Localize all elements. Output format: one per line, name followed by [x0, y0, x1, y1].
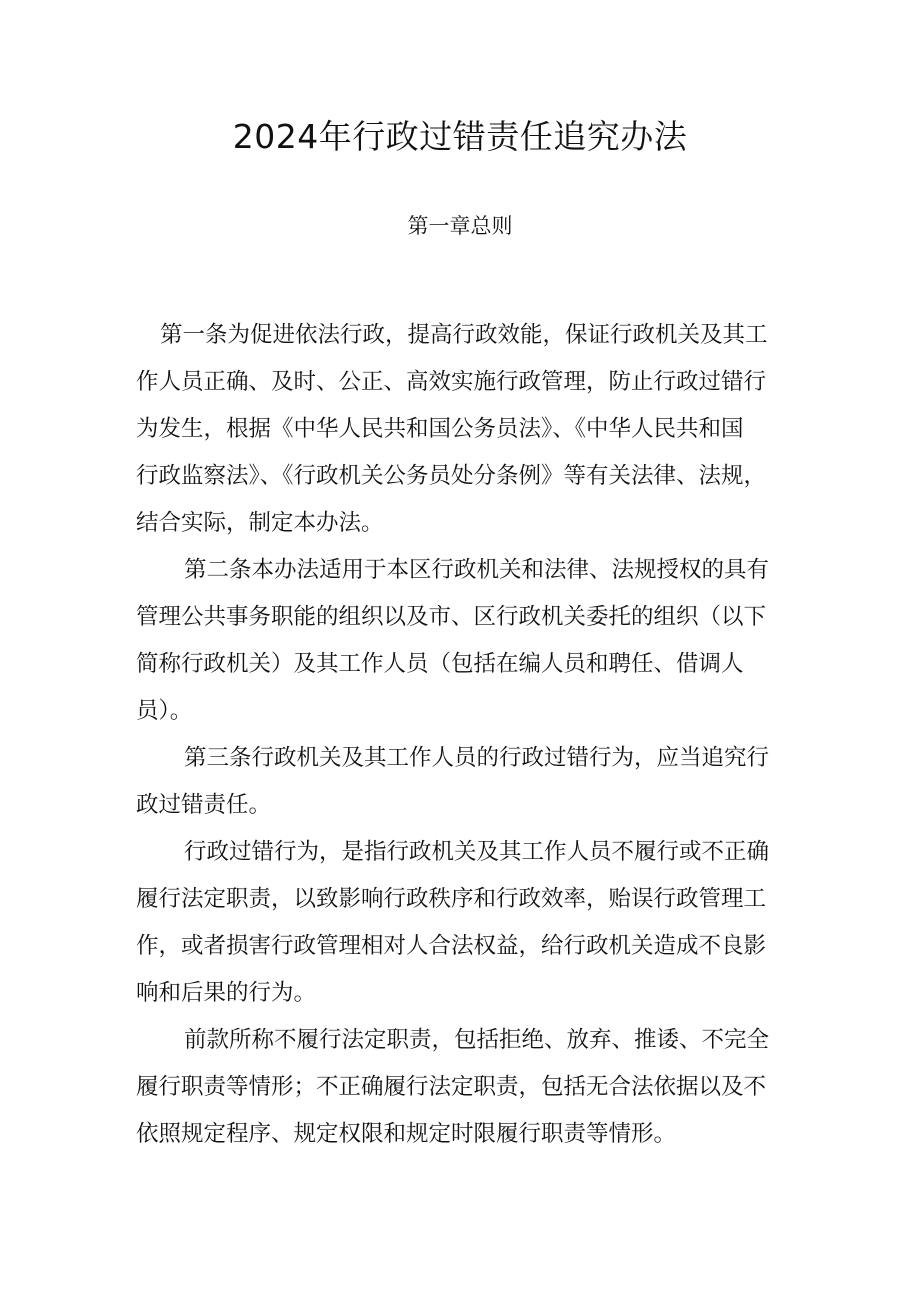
article-3-line-2: 政过错责任。 — [136, 792, 272, 818]
paragraph-duties-line-3: 依照规定程序、规定权限和规定时限履行职责等情形。 — [136, 1121, 677, 1147]
paragraph-definition-line-3: 作，或者损害行政管理相对人合法权益，给行政机关造成不良影 — [136, 933, 767, 959]
document-title: 2024年行政过错责任追究办法 — [232, 117, 688, 156]
article-1-line-4: 行政监察法》、《行政机关公务员处分条例》等有关法律、法规， — [136, 463, 767, 489]
paragraph-duties-line-1: 前款所称不履行法定职责，包括拒绝、放弃、推诿、不完全 — [184, 1027, 770, 1053]
article-3-line-1: 第三条行政机关及其工作人员的行政过错行为，应当追究行 — [184, 745, 770, 771]
article-2-line-4: 员）。 — [136, 698, 193, 724]
document-body — [136, 312, 808, 1158]
article-1-line-1: 第一条为促进依法行政，提高行政效能，保证行政机关及其工 — [160, 322, 768, 348]
article-2-line-1: 第二条本办法适用于本区行政机关和法律、法规授权的具有 — [184, 557, 770, 583]
article-1-line-3: 为发生，根据《中华人民共和国公务员法》、《中华人民共和国 — [136, 416, 744, 442]
paragraph-duties-line-2: 履行职责等情形；不正确履行法定职责，包括无合法依据以及不 — [136, 1074, 767, 1100]
article-2-line-3: 简称行政机关）及其工作人员（包括在编人员和聘任、借调人 — [136, 651, 744, 677]
article-1-line-2: 作人员正确、及时、公正、高效实施行政管理，防止行政过错行 — [136, 369, 767, 395]
article-1-line-5: 结合实际，制定本办法。 — [136, 510, 384, 536]
chapter-heading: 第一章总则 — [407, 214, 513, 238]
paragraph-definition-line-1: 行政过错行为，是指行政机关及其工作人员不履行或不正确 — [184, 839, 770, 865]
paragraph-definition-line-2: 履行法定职责，以致影响行政秩序和行政效率，贻误行政管理工 — [136, 886, 767, 912]
paragraph-definition-line-4: 响和后果的行为。 — [136, 980, 317, 1006]
article-2-line-2: 管理公共事务职能的组织以及市、区行政机关委托的组织（以下 — [136, 604, 767, 630]
